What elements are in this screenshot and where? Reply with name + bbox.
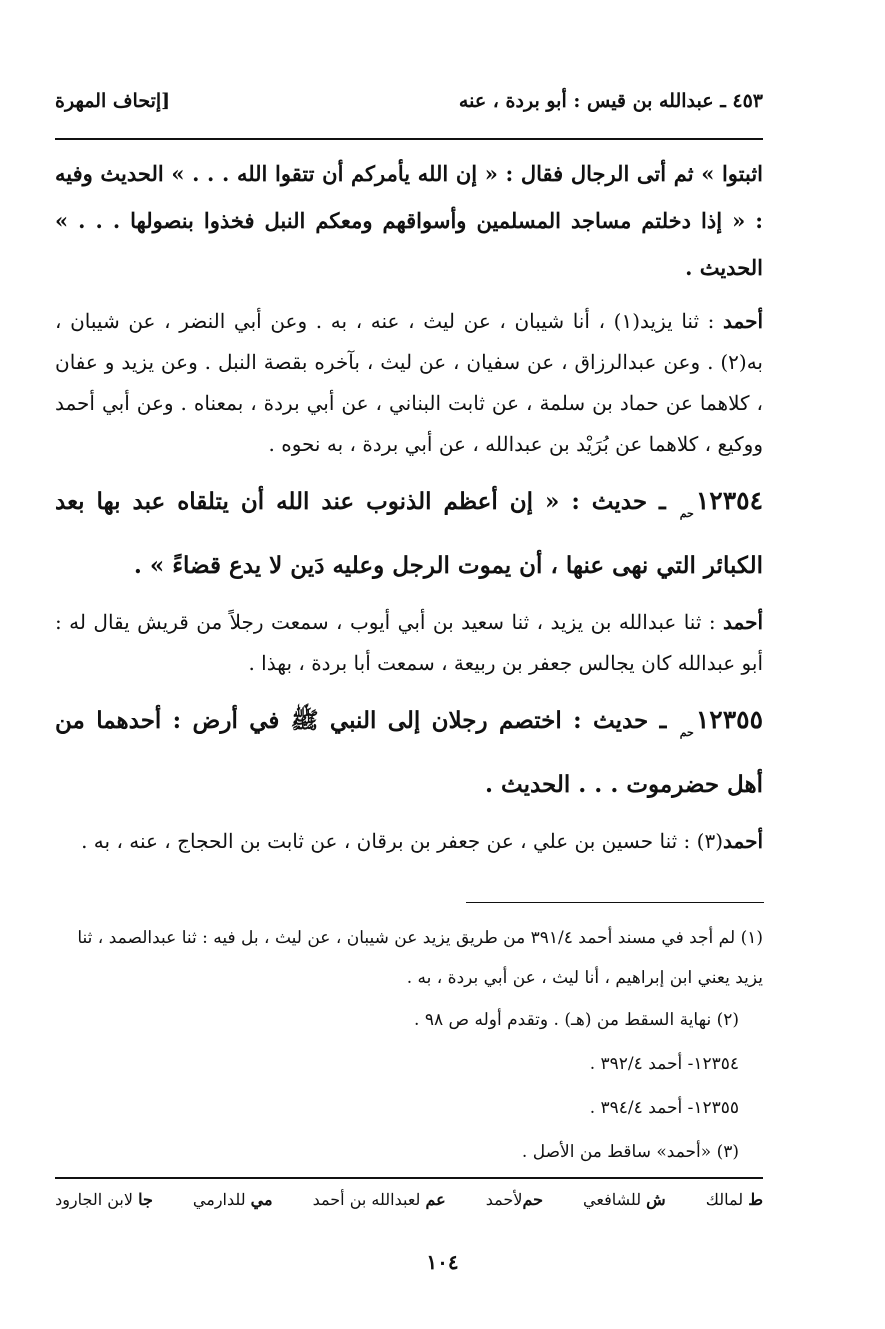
legend-item — [193, 1190, 273, 1209]
footnote-2: (٢) نهاية السقط من (هـ) . وتقدم أوله ص ٩٨ . — [414, 1010, 739, 1030]
legend-abbr: جا — [138, 1190, 153, 1209]
legend-meaning: للدارمي — [192, 1190, 246, 1209]
legend-meaning: لمالك — [705, 1190, 744, 1209]
legend-abbr: ط — [748, 1190, 763, 1209]
footnote-4: ١٢٣٥٥- أحمد ٣٩٤/٤ . — [589, 1098, 739, 1118]
paragraph-continuation: اثبتوا » ثم أتى الرجال فقال : « إن الله يأمركم أن تتقوا الله . . . » الحديث وفيه : « إذا دخلتم مساجد المسلمين وأسواقهم ومعكم النبل فخذوا بنصولها . . . » الحديث . — [55, 161, 763, 280]
legend-abbr: حم — [522, 1190, 543, 1209]
isnad-text: (٣) : ثنا حسين بن علي ، عن جعفر بن برقان ، عن ثابت بن الحجاج ، عنه ، به . — [81, 829, 724, 853]
paragraph-isnad-1 — [55, 301, 763, 465]
legend-meaning: للشافعي — [583, 1190, 642, 1209]
source-siglum: حم — [679, 726, 694, 739]
abbreviation-legend — [55, 1190, 763, 1209]
narrator-label: أحمد — [723, 610, 763, 634]
legend-item — [486, 1190, 543, 1209]
source-siglum: حم — [679, 507, 694, 520]
paragraph-isnad-3 — [55, 821, 763, 862]
legend-abbr: عم — [425, 1190, 446, 1209]
footnote-5: (٣) «أحمد» ساقط من الأصل . — [521, 1142, 739, 1162]
main-text — [55, 150, 763, 872]
running-head — [55, 86, 763, 122]
hadith-number: ١٢٣٥٤ — [695, 486, 763, 515]
legend-item — [583, 1190, 666, 1209]
isnad-text: : ثنا عبدالله بن يزيد ، ثنا سعيد بن أبي أيوب ، سمعت رجلاً من قريش يقال له : أبو عبدالله كان يجالس جعفر بن ربيعة ، سمعت أبا بردة ، بهذا . — [55, 610, 763, 675]
footnote-divider — [466, 902, 764, 903]
header-divider — [55, 138, 763, 140]
hadith-number: ١٢٣٥٥ — [695, 705, 763, 734]
legend-item — [706, 1190, 763, 1209]
footnote-3: ١٢٣٥٤- أحمد ٣٩٢/٤ . — [589, 1054, 739, 1074]
narrator-label: أحمد — [723, 309, 764, 333]
isnad-text: : ثنا يزيد(١) ، أنا شيبان ، عن ليث ، عنه ، به . وعن أبي النضر ، عن شيبان ، به(٢) . وعن عبدالرزاق ، عن سفيان ، عن ليث ، بآخره بقصة النبل . وعن يزيد و عفان ، كلاهما عن حماد بن سلمة ، عن ثابت البناني ، عن أبي بردة ، بمعناه . وعن أبي أحمد ووكيع ، كلاهما عن بُرَيْد بن عبدالله ، عن أبي بردة ، به نحوه . — [55, 309, 763, 456]
running-head-title: ٤٥٣ ـ عبدالله بن قيس : أبو بردة ، عنه — [458, 90, 763, 112]
legend-meaning: لأحمد — [485, 1190, 523, 1209]
legend-item — [55, 1190, 153, 1209]
paragraph-isnad-2 — [55, 602, 763, 684]
hadith-text: ـ حديث : اختصم رجلان إلى النبي ﷺ في أرض : أحدهما من أهل حضرموت . . . الحديث . — [55, 707, 763, 798]
hadith-entry-12355 — [55, 694, 763, 811]
narrator-label: أحمد — [723, 829, 763, 853]
legend-divider — [55, 1177, 763, 1179]
legend-meaning: لعبدالله بن أحمد — [312, 1190, 421, 1209]
hadith-entry-12354 — [55, 475, 763, 592]
legend-meaning: لابن الجارود — [55, 1190, 134, 1209]
legend-abbr: مي — [250, 1190, 273, 1209]
hadith-text: ـ حديث : « إن أعظم الذنوب عند الله أن يتلقاه عبد بها بعد الكبائر التي نهى عنها ، أن يموت الرجل وعليه دَين لا يدع قضاءً » . — [55, 488, 763, 579]
legend-item — [313, 1190, 446, 1209]
legend-abbr: ش — [646, 1190, 666, 1209]
page-number: ١٠٤ — [426, 1250, 459, 1274]
footnote-1: (١) لم أجد في مسند أحمد ٣٩١/٤ من طريق يزيد عن شيبان ، عن ليث ، بل فيه : ثنا عبدالصمد ، ثنا يزيد يعني ابن إبراهيم ، أنا ليث ، عن أبي بردة ، به . — [77, 928, 763, 988]
footnotes — [55, 918, 763, 1174]
running-head-book: [إتحاف المهرة — [55, 90, 171, 112]
